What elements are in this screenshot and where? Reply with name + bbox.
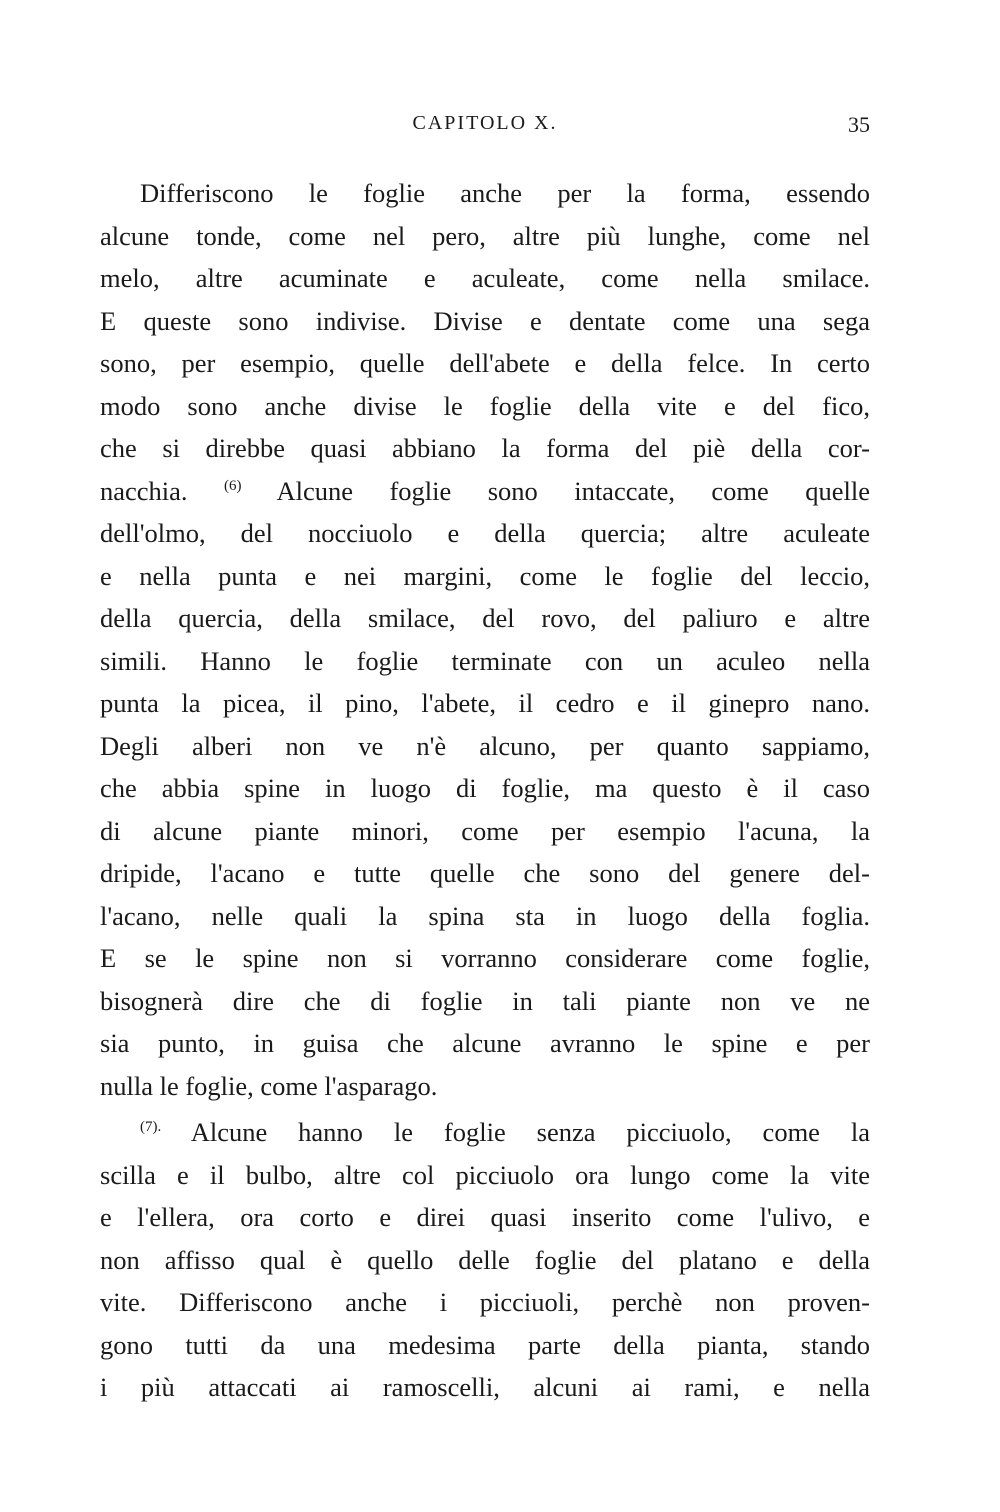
text-line-with-note xyxy=(100,1111,870,1154)
text-line: di alcune piante minori, come per esempio l'acuna, la xyxy=(100,815,870,846)
text-line: E queste sono indivise. Divise e dentate come una sega xyxy=(100,305,870,336)
text-line: dell'olmo, del nocciuolo e della quercia; altre aculeate xyxy=(100,518,870,548)
note-marker: (7). xyxy=(140,1119,162,1136)
text-line: che abbia spine in luogo di foglie, ma questo è il caso xyxy=(100,773,870,803)
page-number: 35 xyxy=(848,112,870,137)
text-line: scilla e il bulbo, altre col picciuolo ora lungo come la vite xyxy=(100,1159,870,1190)
text-line: e l'ellera, ora corto e direi quasi inserito come l'ulivo, e xyxy=(100,1202,870,1232)
text-line: punta la picea, il pino, l'abete, il cedro e il ginepro nano. xyxy=(100,688,870,718)
text-line: modo sono anche divise le foglie della vite e del fico, xyxy=(100,390,870,421)
text-line: i più attaccati ai ramoscelli, alcuni ai rami, e nella xyxy=(100,1372,870,1402)
running-head xyxy=(100,112,870,142)
text-line: sono, per esempio, quelle dell'abete e della felce. In certo xyxy=(100,348,870,378)
text-fragment: Alcune hanno le foglie senza picciuolo, come la xyxy=(190,1117,870,1147)
running-title: CAPITOLO X. xyxy=(412,112,558,134)
body-text xyxy=(100,172,870,1409)
text-line: della quercia, della smilace, del rovo, del paliuro e altre xyxy=(100,603,870,633)
text-fragment: Alcune foglie sono intaccate, come quelle xyxy=(276,475,871,506)
text-line: che si direbbe quasi abbiano la forma del piè della cor- xyxy=(100,433,870,463)
text-line: l'acano, nelle quali la spina sta in luogo della foglia. xyxy=(100,900,870,931)
text-line: gono tutti da una medesima parte della pianta, stando xyxy=(100,1329,870,1360)
text-line: melo, altre acuminate e aculeate, come nella smilace. xyxy=(100,263,870,293)
text-line: e nella punta e nei margini, come le foglie del leccio, xyxy=(100,560,870,591)
note-marker: (6) xyxy=(224,477,242,494)
text-line: Differiscono le foglie anche per la forma, essendo xyxy=(140,178,870,208)
text-line: sia punto, in guisa che alcune avranno le spine e per xyxy=(100,1028,870,1058)
text-line: simili. Hanno le foglie terminate con un aculeo nella xyxy=(100,645,870,676)
text-line: E se le spine non si vorranno considerare come foglie, xyxy=(100,943,870,973)
text-line: nulla le foglie, come l'asparago. xyxy=(100,1070,438,1101)
text-line: vite. Differiscono anche i picciuoli, perchè non proven- xyxy=(100,1287,870,1317)
text-line: alcune tonde, come nel pero, altre più lunghe, come nel xyxy=(100,220,870,251)
text-line: Degli alberi non ve n'è alcuno, per quanto sappiamo, xyxy=(100,730,870,761)
text-line: bisognerà dire che di foglie in tali piante non ve ne xyxy=(100,985,870,1016)
text-line: dripide, l'acano e tutte quelle che sono del genere del- xyxy=(100,858,870,888)
text-fragment: nacchia. xyxy=(100,475,188,506)
text-line: non affisso qual è quello delle foglie del platano e della xyxy=(100,1244,870,1275)
text-line-with-note xyxy=(100,470,870,513)
